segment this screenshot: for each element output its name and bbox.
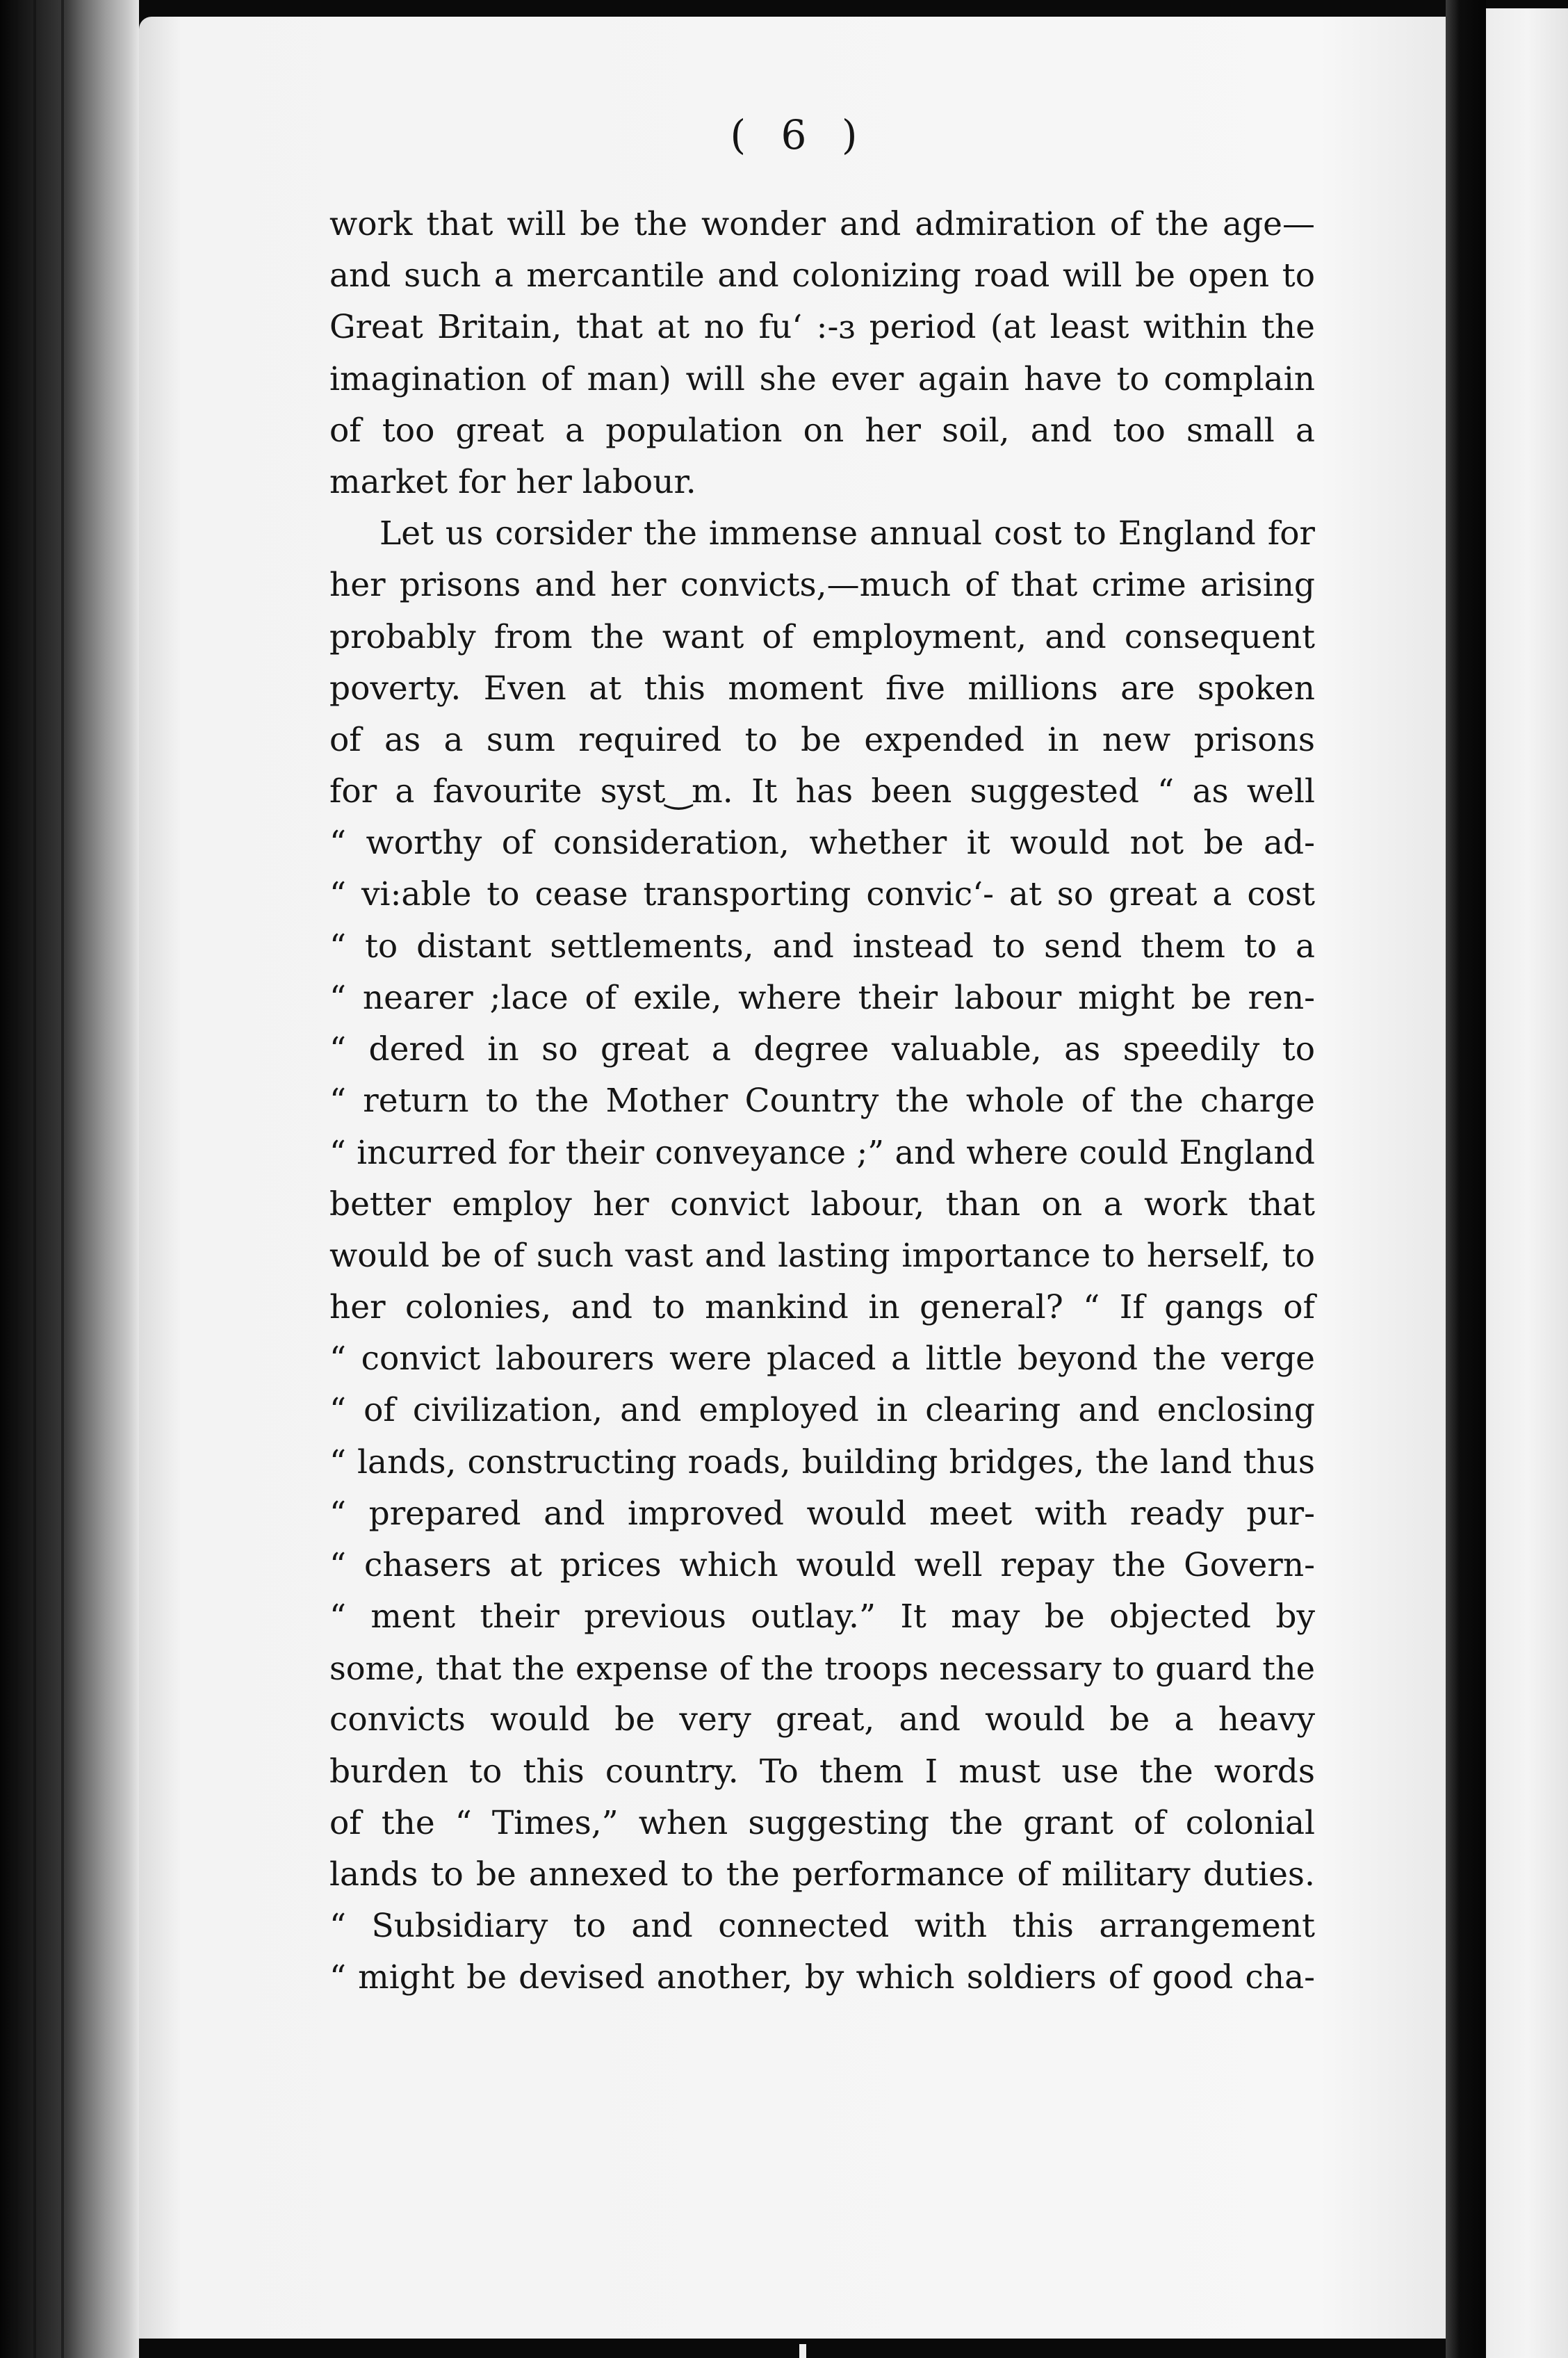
text-line: probably from the want of employment, and consequent (329, 617, 1315, 656)
quoted-line: “ to distant settlements, and instead to send them to a (329, 927, 1315, 966)
text-line: better employ her convict labour, than on a work that (329, 1185, 1315, 1223)
text-line: of too great a population on her soil, and too small a (329, 411, 1315, 450)
text-line: imagination of man) will she ever again have to complain (329, 359, 1315, 398)
paragraph-first-line: Let us corsider the immense annual cost to England for (379, 514, 1315, 553)
text-line: work that will be the wonder and admiration of the age— (329, 205, 1315, 243)
page-number: ( 6 ) (730, 111, 869, 158)
binding-stripe (61, 0, 64, 2358)
body-text (329, 199, 1315, 2004)
quoted-line: “ return to the Mother Country the whole of the charge (329, 1082, 1315, 1121)
text-line: and such a mercantile and colonizing road will be open to (329, 257, 1315, 295)
quoted-line: “ worthy of consideration, whether it would not be ad- (329, 824, 1315, 863)
text-line: market for her labour. (329, 462, 696, 501)
top-edge-shadow (139, 0, 1446, 17)
text-line: poverty. Even at this moment five millions are spoken (329, 669, 1315, 708)
text-line: some, that the expense of the troops necessary to guard the (329, 1650, 1315, 1688)
quoted-line: “ of civilization, and employed in clearing and enclosing (329, 1391, 1315, 1430)
binding-stripe (33, 0, 36, 2358)
scan-artifact (799, 2344, 806, 2358)
book-binding-edge (0, 0, 139, 2358)
quoted-line: “ ment their previous outlay.” It may be objected by (329, 1597, 1315, 1636)
text-line: of the “ Times,” when suggesting the grant of colonial (329, 1803, 1315, 1842)
quoted-line: “ prepared and improved would meet with ready pur- (329, 1494, 1315, 1533)
text-line: lands to be annexed to the performance of military duties. (329, 1855, 1315, 1894)
quoted-line: “ lands, constructing roads, building bridges, the land thus (329, 1442, 1315, 1481)
quoted-line: “ nearer ;lace of exile, where their labour might be ren- (329, 978, 1315, 1017)
text-line: convicts would be very great, and would be a heavy (329, 1700, 1315, 1739)
text-line: her prisons and her convicts,—much of that crime arising (329, 566, 1315, 605)
next-page-edge (1486, 8, 1568, 2358)
text-line: of as a sum required to be expended in new prisons (329, 720, 1315, 759)
binding-stripe (15, 0, 18, 2358)
text-line: burden to this country. To them I must use the words (329, 1752, 1315, 1791)
text-line: would be of such vast and lasting importance to herself, to (329, 1236, 1315, 1275)
quoted-line: “ convict labourers were placed a little beyond the verge (329, 1340, 1315, 1379)
text-line: her colonies, and to mankind in general? “ If gangs of (329, 1287, 1315, 1326)
page-gutter (1446, 0, 1486, 2358)
text-line: for a favourite syst‿m. It has been suggested “ as well (329, 772, 1315, 811)
quoted-line: “ dered in so great a degree valuable, as speedily to (329, 1030, 1315, 1068)
text-line: Great Britain, that at no fu‘ :‑ɜ period (at least within the (329, 308, 1315, 347)
quoted-line: “ Subsidiary to and connected with this arrangement (329, 1907, 1315, 1946)
quoted-line: “ vi:able to cease transporting convic‘‑ at so great a cost (329, 875, 1315, 914)
quoted-line: “ incurred for their conveyance ;” and where could England (329, 1134, 1315, 1172)
quoted-line: “ chasers at prices which would well repay the Govern- (329, 1545, 1315, 1584)
quoted-line: “ might be devised another, by which soldiers of good cha- (329, 1958, 1315, 1997)
